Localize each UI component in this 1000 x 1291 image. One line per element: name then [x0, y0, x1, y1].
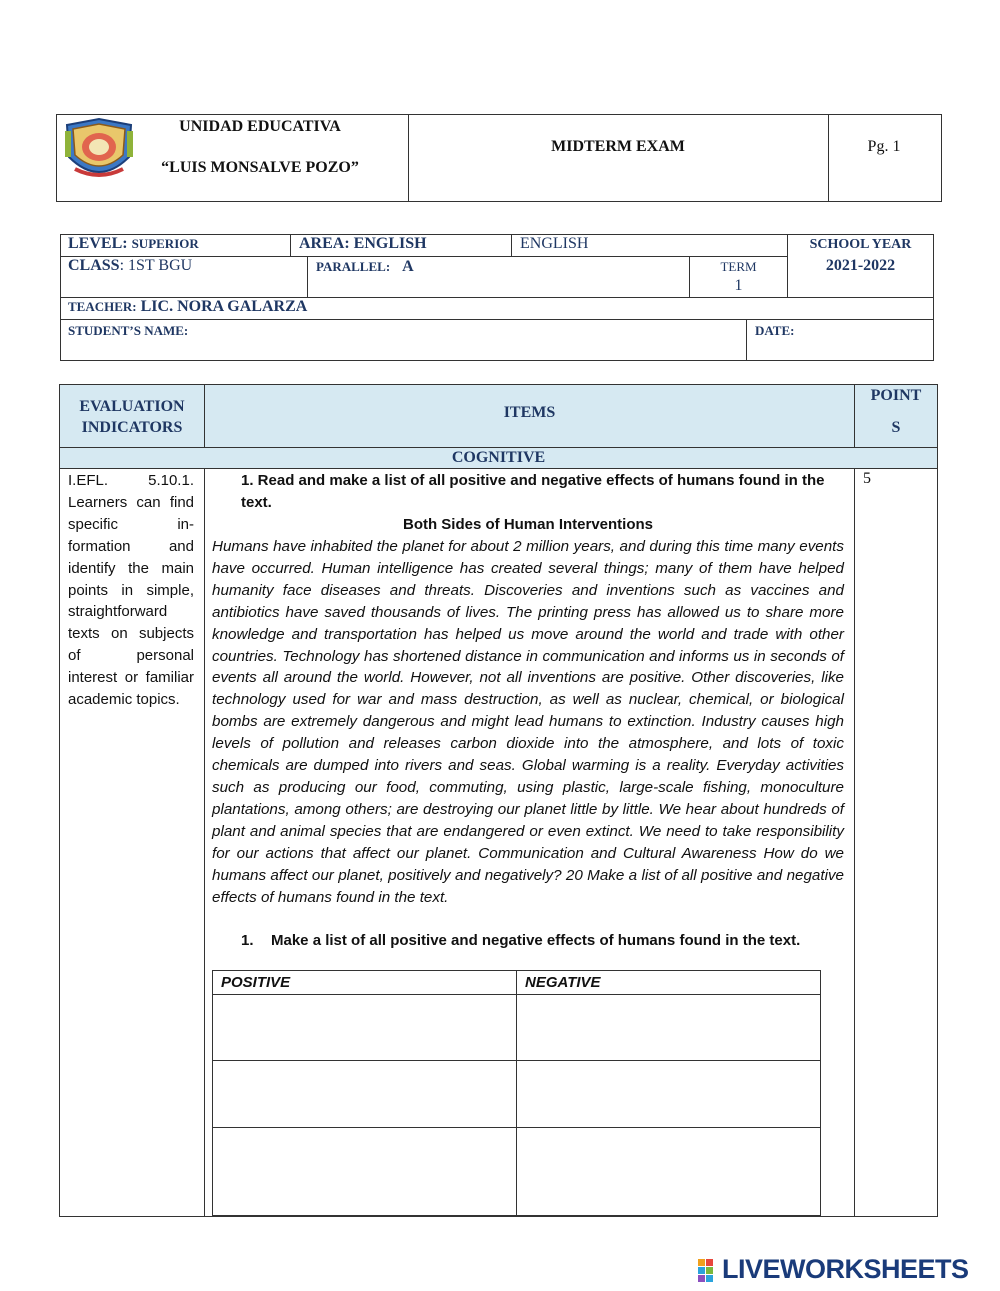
passage-title: Both Sides of Human Interventions [402, 515, 654, 533]
cognitive-section: COGNITIVE [451, 449, 546, 466]
points-header-line1: POINT [870, 387, 922, 404]
level-value: SUPERIOR [131, 236, 199, 251]
school-logo-icon [63, 117, 135, 183]
level-label: LEVEL: [68, 235, 128, 252]
school-name-line1: UNIDAD EDUCATIVA [179, 118, 341, 135]
negative-column-header: NEGATIVE [525, 974, 601, 991]
parallel-value: A [402, 258, 414, 275]
reading-passage: Humans have inhabited the planet for about 2 million years, and during this time many events have occurred. Human intelligence has created several things; many of them have helped humanity face diseases and threats. Discoveries and inventions such as vaccines and antibiotics have saved thousands of lives. The printing press has allowed us to share more knowledge and transportation has helped us move around the world and trade with other countries. Technology has shortened distance in communication and informs us in seconds of events all around the world. However, not all inventions are positive. Other discoveries, like technology used for war and mass destruction, as well as nuclear, chemical, or biological bombs are extremely dangerous and might lead humans to extinction. Industry causes high levels of pollution and releases carbon dioxide into the atmosphere, and lots of toxic chemicals are dumped into rivers and seas. Global warming is a reality. Everyday activities such as producing our food, commuting, using plastic, large-scale fishing, monoculture plantations, among others; are destroying our planet little by little. We hear about hundreds of plant and animal species that are endangered or even extinct. We need to take responsibility for our actions that affect our planet. Communication and Cultural Awareness How do we humans affect our planet, positively and negatively? 20 Make a list of all positive and negative effects of humans found in the text. [212, 538, 844, 906]
negative-answer-3[interactable] [516, 1127, 821, 1216]
positive-answer-3[interactable] [212, 1127, 517, 1216]
school-year-value: 2021-2022 [825, 257, 896, 274]
negative-answer-2[interactable] [516, 1060, 821, 1128]
area-label: AREA: ENGLISH [299, 235, 427, 252]
question-1: 1. Read and make a list of all positive and negative effects of humans found in the text. [241, 472, 825, 511]
positive-answer-2[interactable] [212, 1060, 517, 1128]
indicator-text: I.EFL. 5.10.1. Learners can find specific in-formation and identify the main points in simple, straightforward texts on subjects of personal interest or familiar academic topics. [68, 472, 194, 709]
class-label: CLASS [68, 257, 120, 274]
page-number: Pg. 1 [867, 138, 901, 155]
positive-column-header: POSITIVE [221, 974, 291, 991]
indicators-header: EVALUATION INDICATORS [79, 398, 185, 436]
liveworksheets-brand[interactable]: LIVEWORKSHEETS [722, 1254, 969, 1284]
points-header-line2: S [891, 419, 901, 436]
items-header: ITEMS [503, 404, 556, 421]
question-2: Make a list of all positive and negative effects of humans found in the text. [271, 932, 801, 949]
points-value: 5 [863, 470, 871, 487]
teacher-value: LIC. NORA GALARZA [140, 298, 308, 315]
term-value: 1 [734, 277, 743, 294]
parallel-label: PARALLEL: [316, 259, 391, 274]
date-label: DATE: [755, 323, 795, 338]
area-value: ENGLISH [520, 235, 589, 252]
positive-answer-1[interactable] [212, 994, 517, 1061]
exam-title: MIDTERM EXAM [551, 138, 685, 155]
school-year-label: SCHOOL YEAR [809, 237, 912, 252]
negative-answer-1[interactable] [516, 994, 821, 1061]
student-name-label: STUDENT’S NAME: [68, 323, 189, 338]
teacher-label: TEACHER: [68, 299, 137, 314]
school-name-line2: “LUIS MONSALVE POZO” [161, 159, 359, 176]
question-2-number: 1. [241, 932, 254, 949]
liveworksheets-logo-icon [698, 1259, 722, 1283]
class-value: : 1ST BGU [119, 257, 193, 274]
term-label: TERM [720, 259, 757, 274]
